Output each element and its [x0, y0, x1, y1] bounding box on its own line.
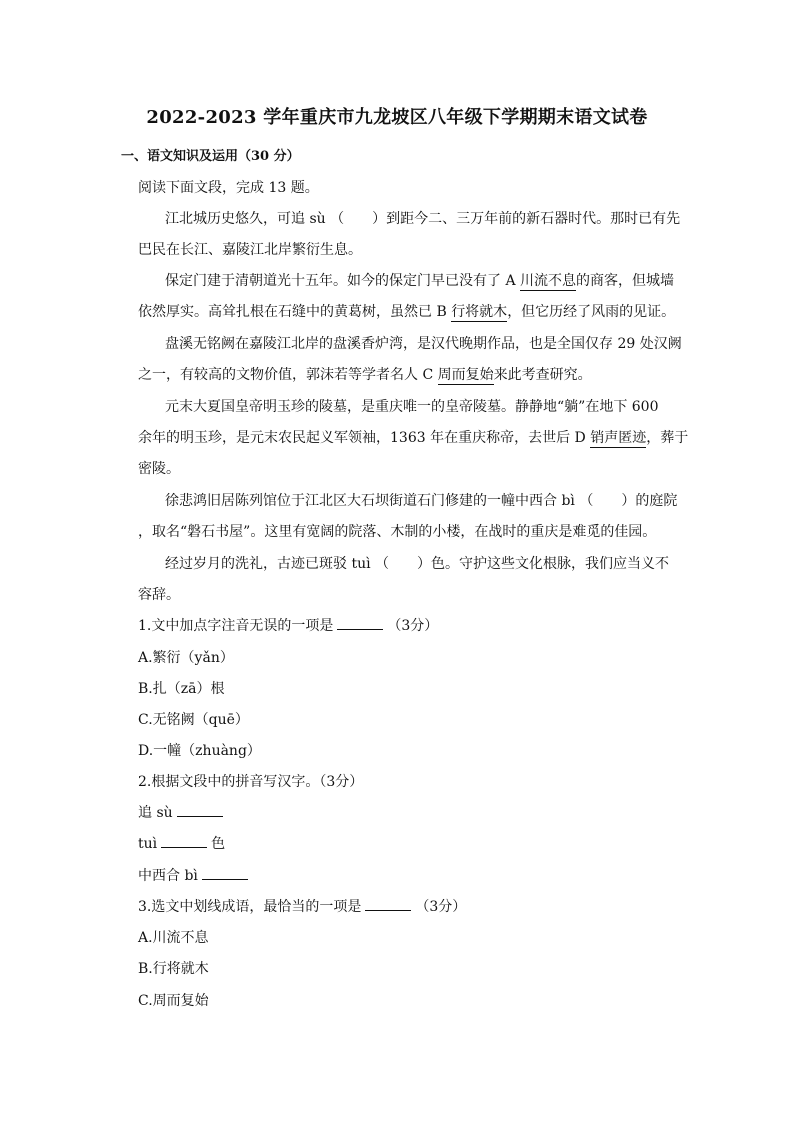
question-3-stem: [138, 896, 466, 916]
question-2-item-1: [138, 802, 227, 822]
underlined-idiom-b: 行将就木: [451, 304, 508, 320]
paragraph-3-line-1: 盘溪无铭阙在嘉陵江北岸的盘溪香炉湾，是汉代晚期作品，也是全国仅存 29 处汉阙: [165, 336, 682, 352]
question-2-item-2: [138, 833, 225, 853]
text: ，葬于: [646, 430, 689, 446]
text: 的商客，但城墙: [576, 273, 675, 289]
text: 来此考查研究。: [493, 367, 592, 383]
question-1-option-c: C.无铭阙（quē）: [138, 712, 249, 728]
text: 依然厚实。高耸扎根在石缝中的黄葛树，虽然已 B: [138, 304, 452, 320]
question-1-option-b: B.扎（zā）根: [138, 681, 225, 697]
paragraph-2-line-2: [138, 301, 675, 321]
text: 保定门建于清朝道光十五年。如今的保定门早已没有了 A: [165, 273, 521, 289]
question-3-option-a: A.川流不息: [138, 930, 209, 946]
underlined-idiom-d: 销声匿迹: [590, 430, 647, 446]
text: 色: [211, 836, 226, 852]
text: tuì: [138, 836, 158, 852]
reading-intro: 阅读下面文段，完成 13 题。: [138, 180, 319, 196]
paragraph-4-line-1: 元末大夏国皇帝明玉珍的陵墓，是重庆唯一的皇帝陵墓。静静地“躺”在地下 600: [165, 399, 659, 415]
answer-blank[interactable]: [365, 898, 411, 911]
text: ，但它历经了风雨的见证。: [507, 304, 676, 320]
question-2-item-3: [138, 865, 252, 885]
paragraph-6-line-1: 经过岁月的洗礼，古迹已斑驳 tuì （ ）色。守护这些文化根脉，我们应当义不: [165, 556, 670, 572]
answer-blank[interactable]: [337, 617, 383, 630]
score: （3分）: [387, 618, 439, 634]
text: 追 sù: [138, 805, 173, 821]
question-3-option-c: C.周而复始: [138, 993, 209, 1009]
paragraph-3-line-2: [138, 364, 592, 384]
question-1-stem: [138, 615, 438, 635]
paragraph-1-line-1: 江北城历史悠久，可追 sù （ ）到距今二、三万年前的新石器时代。那时已有先: [165, 211, 681, 227]
text: 之一，有较高的文物价值，郭沫若等学者名人 C: [138, 367, 438, 383]
paragraph-5-line-1: 徐悲鸿旧居陈列馆位于江北区大石坝街道石门修建的一幢中西合 bì （ ）的庭院: [165, 493, 678, 509]
question-2-stem: 2.根据文段中的拼音写汉字。（3分）: [138, 774, 364, 790]
paragraph-2-line-1: [165, 270, 674, 290]
answer-blank[interactable]: [202, 867, 248, 880]
answer-blank[interactable]: [161, 835, 207, 848]
page-title: 2022-2023 学年重庆市九龙坡区八年级下学期期末语文试卷: [146, 107, 648, 128]
text: 3.选文中划线成语，最恰当的一项是: [138, 899, 362, 915]
score: （3分）: [415, 899, 467, 915]
paragraph-4-line-2: [138, 427, 688, 447]
text: 余年的明玉珍，是元末农民起义军领袖，1363 年在重庆称帝，去世后 D: [138, 430, 591, 446]
text: 1.文中加点字注音无误的一项是: [138, 618, 334, 634]
paragraph-6-line-2: 容辞。: [138, 587, 180, 603]
question-1-option-d: D.一幢（zhuàng）: [138, 743, 261, 759]
question-3-option-b: B.行将就木: [138, 961, 209, 977]
underlined-idiom-a: 川流不息: [520, 273, 577, 289]
paragraph-1-line-2: 巴民在长江、嘉陵江北岸繁衍生息。: [138, 242, 362, 258]
paragraph-5-line-2: ，取名“磐石书屋”。这里有宽阔的院落、木制的小楼，在战时的重庆是难觅的佳园。: [138, 524, 657, 540]
question-1-option-a: A.繁衍（yǎn）: [138, 650, 234, 666]
text: 中西合 bì: [138, 868, 198, 884]
section-heading: 一、语文知识及运用（30 分）: [121, 149, 300, 164]
underlined-idiom-c: 周而复始: [437, 367, 494, 383]
paragraph-4-line-3: 密陵。: [138, 461, 180, 477]
answer-blank[interactable]: [177, 804, 223, 817]
